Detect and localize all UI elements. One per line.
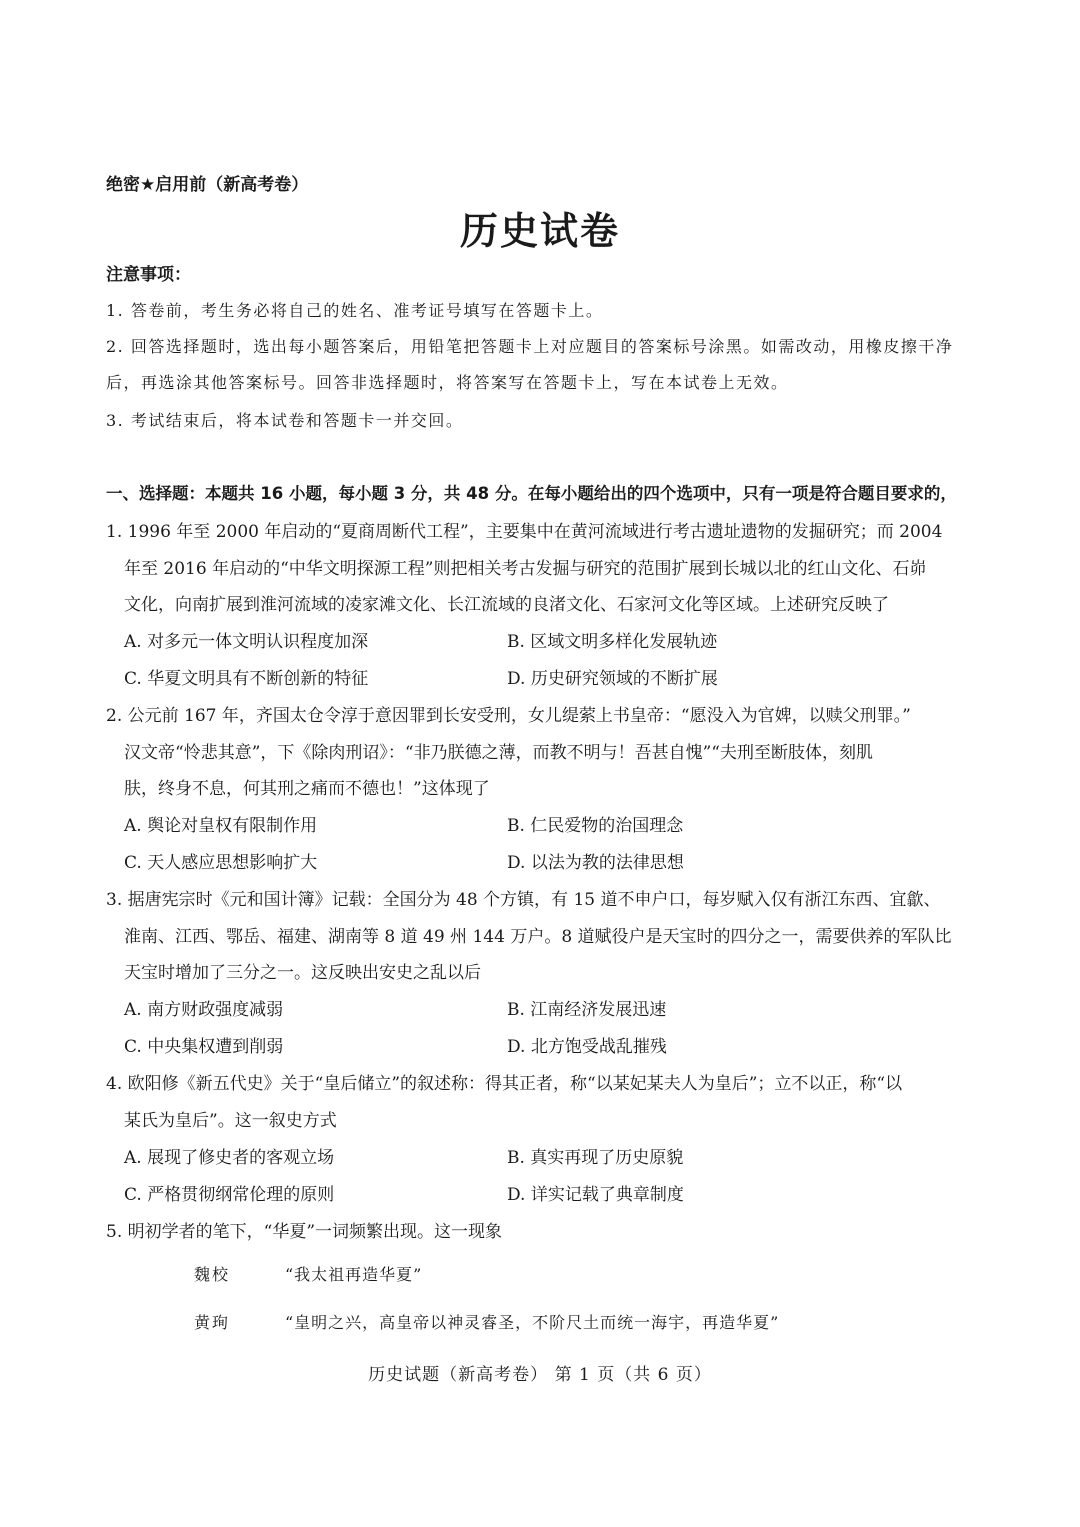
citation-author: 黄珣 bbox=[194, 1313, 231, 1332]
question-1-option-a: A. 对多元一体文明认识程度加深 bbox=[124, 632, 369, 652]
notice-heading: 注意事项： bbox=[106, 265, 191, 285]
citation-author: 魏校 bbox=[194, 1265, 231, 1284]
notice-line: 1. 答卷前，考生务必将自己的姓名、准考证号填写在答题卡上。 bbox=[106, 301, 604, 320]
question-1-option-c: C. 华夏文明具有不断创新的特征 bbox=[124, 669, 369, 689]
question-3-option-c: C. 中央集权遭到削弱 bbox=[124, 1037, 284, 1057]
question-1-line: 1. 1996 年至 2000 年启动的“夏商周断代工程”，主要集中在黄河流域进行考古遗址遗物的发掘研究；而 2004 bbox=[106, 522, 943, 542]
citation-quote: “皇明之兴，高皇帝以神灵睿圣，不阶尺土而统一海宇，再造华夏” bbox=[285, 1313, 780, 1332]
question-2-line: 肤，终身不息，何其刑之痛而不德也！”这体现了 bbox=[124, 779, 490, 799]
question-3-line: 3. 据唐宪宗时《元和国计簿》记载：全国分为 48 个方镇，有 15 道不申户口，每岁赋入仅有浙江东西、宜歙、 bbox=[106, 890, 941, 910]
citation-quote: “我太祖再造华夏” bbox=[285, 1265, 423, 1284]
notice-line: 2. 回答选择题时，选出每小题答案后，用铅笔把答题卡上对应题目的答案标号涂黑。如需改动，用橡皮擦干净 bbox=[106, 337, 954, 356]
question-3-line: 天宝时增加了三分之一。这反映出安史之乱以后 bbox=[124, 963, 481, 983]
page-footer: 历史试题（新高考卷） 第 1 页（共 6 页） bbox=[368, 1365, 712, 1385]
section-heading: 一、选择题：本题共 16 小题，每小题 3 分，共 48 分。在每小题给出的四个选项中，只有一项是符合题目要求的， bbox=[106, 484, 957, 503]
question-3-line: 淮南、江西、鄂岳、福建、湖南等 8 道 49 州 144 万户。8 道赋役户是天宝时的四分之一，需要供养的军队比 bbox=[124, 927, 952, 947]
question-2-line: 2. 公元前 167 年，齐国太仓令淳于意因罪到长安受刑，女儿缇萦上书皇帝：“愿没入为官婢，以赎父刑罪。” bbox=[106, 706, 911, 726]
question-1-option-d: D. 历史研究领域的不断扩展 bbox=[507, 669, 718, 689]
question-5-line: 5. 明初学者的笔下，“华夏”一词频繁出现。这一现象 bbox=[106, 1222, 503, 1242]
question-4-option-c: C. 严格贯彻纲常伦理的原则 bbox=[124, 1185, 335, 1205]
question-2-line: 汉文帝“怜悲其意”，下《除肉刑诏》：“非乃朕德之薄，而教不明与！吾甚自愧”“夫刑至断肢体，刻肌 bbox=[124, 743, 873, 763]
notice-line: 3. 考试结束后，将本试卷和答题卡一并交回。 bbox=[106, 411, 464, 430]
question-2-option-c: C. 天人感应思想影响扩大 bbox=[124, 853, 318, 873]
confidential-label: 绝密★启用前（新高考卷） bbox=[106, 175, 309, 195]
question-3-option-d: D. 北方饱受战乱摧残 bbox=[507, 1037, 667, 1057]
question-1-line: 年至 2016 年启动的“中华文明探源工程”则把相关考古发掘与研究的范围扩展到长城以北的红山文化、石峁 bbox=[124, 559, 927, 579]
question-2-option-d: D. 以法为教的法律思想 bbox=[507, 853, 684, 873]
question-4-option-a: A. 展现了修史者的客观立场 bbox=[124, 1148, 335, 1168]
question-4-option-d: D. 详实记载了典章制度 bbox=[507, 1185, 684, 1205]
page-title: 历史试卷 bbox=[459, 208, 620, 253]
question-4-line: 某氏为皇后”。这一叙史方式 bbox=[124, 1111, 337, 1131]
question-3-option-a: A. 南方财政强度减弱 bbox=[124, 1000, 284, 1020]
question-2-option-b: B. 仁民爱物的治国理念 bbox=[507, 816, 684, 836]
question-1-option-b: B. 区域文明多样化发展轨迹 bbox=[507, 632, 718, 652]
question-2-option-a: A. 舆论对皇权有限制作用 bbox=[124, 816, 318, 836]
question-3-option-b: B. 江南经济发展迅速 bbox=[507, 1000, 667, 1020]
notice-line: 后，再选涂其他答案标号。回答非选择题时，将答案写在答题卡上，写在本试卷上无效。 bbox=[106, 373, 789, 392]
question-4-line: 4. 欧阳修《新五代史》关于“皇后储立”的叙述称：得其正者，称“以某妃某夫人为皇后”；立不以正，称“以 bbox=[106, 1074, 903, 1094]
question-4-option-b: B. 真实再现了历史原貌 bbox=[507, 1148, 684, 1168]
question-1-line: 文化，向南扩展到淮河流域的凌家滩文化、长江流域的良渚文化、石家河文化等区域。上述研究反映了 bbox=[124, 595, 889, 615]
